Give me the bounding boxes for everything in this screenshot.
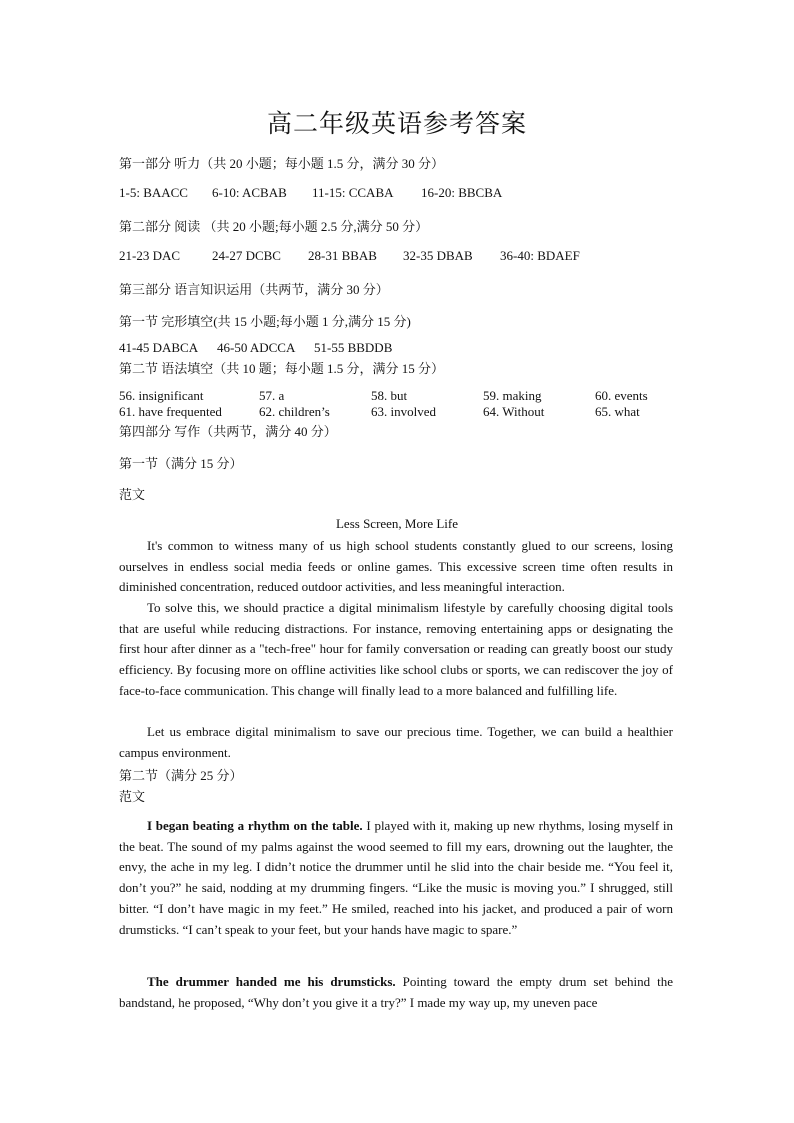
part3-heading: 第三部分 语言知识运用（共两节，满分 30 分）: [119, 282, 389, 297]
story-body: I played with it, making up new rhythms, losing myself in the beat. The sound of my palms against the wood seemed to fill my ears, drowning out the laughter, the envy, the ache in my leg. I didn’t notice the drummer until he slid into the chair beside me. “You feel it, don’t you?” he said, nodding at my drumming fingers. “Like the music is moving you.” I shrugged, still bitter. “I don’t have magic in my feet.” He smiled, reached into his jacket, and produced a pair of worn drumsticks. “I can’t speak to your feet, but your hands have magic to spare.”: [119, 818, 673, 937]
cloze-heading: 第一节 完形填空(共 15 小题;每小题 1 分,满分 15 分): [119, 314, 411, 329]
essay-paragraph: Let us embrace digital minimalism to save our precious time. Together, we can build a healthier campus environment.: [119, 724, 673, 760]
answer-group: 1-5: BAACC: [119, 185, 188, 200]
sample-label: 范文: [119, 789, 146, 804]
story-paragraph: [119, 972, 673, 1013]
story-lead-sentence: I began beating a rhythm on the table.: [147, 818, 363, 833]
answer-group: 32-35 DBAB: [403, 248, 473, 263]
grammar-answer: 61. have frequented: [119, 404, 222, 419]
grammar-answer: 63. involved: [371, 404, 436, 419]
answer-group: 16-20: BBCBA: [421, 185, 503, 200]
part2-heading: 第二部分 阅读 （共 20 小题;每小题 2.5 分,满分 50 分）: [119, 219, 429, 234]
grammar-answers: [119, 388, 648, 420]
story-paragraph: [119, 816, 673, 940]
writing-section2-heading: 第二节（满分 25 分）: [119, 768, 243, 783]
grammar-row: [119, 404, 648, 420]
grammar-row: [119, 388, 648, 404]
answer-group: 28-31 BBAB: [308, 248, 377, 263]
essay-paragraph: To solve this, we should practice a digital minimalism lifestyle by carefully choosing digital tools that are useful while reducing distractions. For instance, removing entertaining apps or designating the first hour after dinner as a "tech-free" hour for family conversation or reading can greatly boost our study efficiency. By focusing more on offline activities like school clubs or sports, we can rediscover the joy of face-to-face communication. This change will finally lead to a more balanced and fulfilling life.: [119, 600, 673, 698]
part1-heading: 第一部分 听力（共 20 小题；每小题 1.5 分，满分 30 分）: [119, 156, 445, 171]
answer-group: 21-23 DAC: [119, 248, 181, 263]
grammar-answer: 57. a: [259, 388, 285, 403]
grammar-heading: 第二节 语法填空（共 10 题；每小题 1.5 分，满分 15 分）: [119, 361, 445, 376]
answer-group: 46-50 ADCCA: [217, 340, 296, 355]
answer-group: 11-15: CCABA: [312, 185, 394, 200]
story-body: Pointing toward the empty drum set behind the bandstand, he proposed, “Why don’t you give it a try?” I made my way up, my uneven pace: [119, 974, 673, 1010]
sample-label: 范文: [119, 487, 146, 502]
answer-group: 51-55 BBDDB: [314, 340, 393, 355]
grammar-answer: 65. what: [595, 404, 640, 419]
story-lead-sentence: The drummer handed me his drumsticks.: [147, 974, 396, 989]
part1-answers: [119, 185, 502, 201]
document-title: 高二年级英语参考答案: [266, 111, 527, 138]
part2-answers: [119, 248, 580, 264]
cloze-answers: [119, 340, 392, 356]
answer-group: 6-10: ACBAB: [212, 185, 287, 200]
part4-heading: 第四部分 写作（共两节，满分 40 分）: [119, 424, 337, 439]
writing-section1-heading: 第一节（满分 15 分）: [119, 456, 243, 471]
grammar-answer: 59. making: [483, 388, 542, 403]
answer-group: 36-40: BDAEF: [500, 248, 580, 263]
answer-group: 41-45 DABCA: [119, 340, 199, 355]
grammar-answer: 56. insignificant: [119, 388, 204, 403]
grammar-answer: 60. events: [595, 388, 648, 403]
answer-group: 24-27 DCBC: [212, 248, 281, 263]
essay-title: Less Screen, More Life: [335, 516, 458, 531]
essay-paragraph: It's common to witness many of us high school students constantly glued to our screens, losing ourselves in endless social media feeds or online games. This excessive screen time often results in diminished concentration, reduced outdoor activities, and less meaningful interaction.: [119, 538, 673, 595]
grammar-answer: 62. children’s: [259, 404, 330, 419]
grammar-answer: 58. but: [371, 388, 408, 403]
grammar-answer: 64. Without: [483, 404, 545, 419]
